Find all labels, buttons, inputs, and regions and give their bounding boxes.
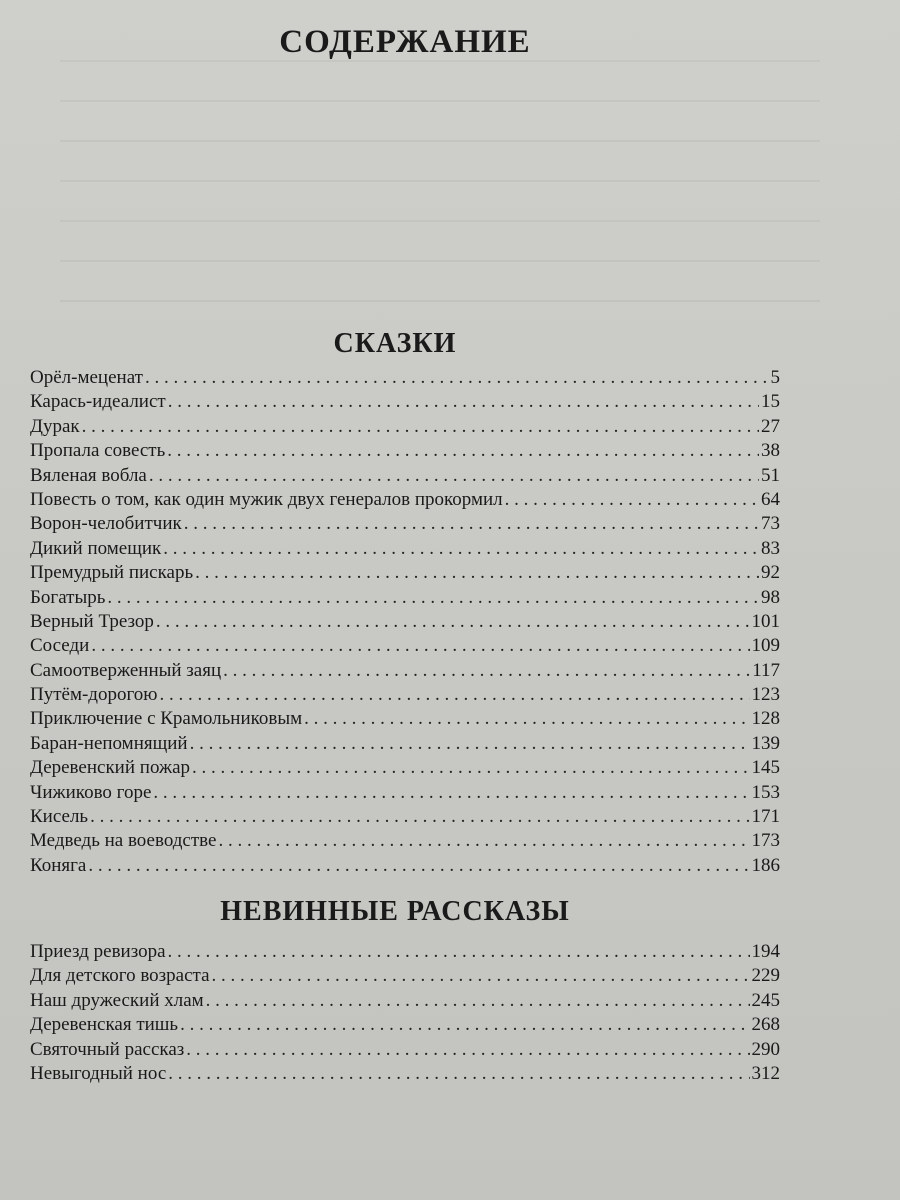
toc-entry-title: Деревенский пожар bbox=[30, 757, 191, 779]
toc-entry-title: Ворон-челобитчик bbox=[30, 513, 182, 535]
toc-entry bbox=[30, 415, 780, 439]
toc-entry-title: Премудрый пискарь bbox=[30, 562, 194, 584]
toc-dot-leader bbox=[192, 756, 749, 780]
toc-dot-leader bbox=[206, 989, 750, 1013]
toc-entry-title: Деревенская тишь bbox=[30, 1014, 179, 1036]
toc-entry bbox=[30, 659, 780, 683]
toc-entry bbox=[30, 390, 780, 414]
toc-dot-leader bbox=[149, 464, 759, 488]
toc-entry bbox=[30, 829, 780, 853]
toc-entry-page-number: 171 bbox=[751, 806, 780, 828]
toc-dot-leader bbox=[212, 964, 750, 988]
toc-entry-page-number: 92 bbox=[761, 562, 780, 584]
toc-entry-title: Путём-дорогою bbox=[30, 684, 158, 706]
toc-entry-page-number: 98 bbox=[761, 586, 780, 608]
toc-entry bbox=[30, 732, 780, 756]
toc-entry-title: Верный Трезор bbox=[30, 610, 154, 632]
toc-dot-leader bbox=[168, 390, 759, 414]
section-title-nevinnye-rasskazy: НЕВИННЫЕ РАССКАЗЫ bbox=[220, 896, 570, 927]
toc-entry bbox=[30, 805, 780, 829]
toc-dot-leader bbox=[186, 1038, 749, 1062]
toc-dot-leader bbox=[184, 512, 759, 536]
toc-dot-leader bbox=[180, 1013, 749, 1037]
toc-dot-leader bbox=[153, 781, 749, 805]
toc-entry-page-number: 117 bbox=[752, 659, 780, 681]
toc-dot-leader bbox=[91, 634, 749, 658]
toc-entry bbox=[30, 512, 780, 536]
toc-entry-page-number: 123 bbox=[751, 684, 780, 706]
toc-entry-title: Баран-непомнящий bbox=[30, 732, 188, 754]
section-title-skazki: СКАЗКИ bbox=[333, 328, 457, 359]
toc-entry-title: Приезд ревизора bbox=[30, 941, 166, 962]
toc-entry-page-number: 139 bbox=[751, 732, 780, 754]
toc-entry-title: Богатырь bbox=[30, 586, 106, 608]
toc-entry-title: Приключение с Крамольниковым bbox=[30, 708, 303, 730]
toc-entry-title: Вяленая вобла bbox=[30, 464, 147, 486]
toc-entry-page-number: 290 bbox=[751, 1038, 780, 1060]
toc-entry bbox=[30, 1062, 780, 1086]
toc-entry-page-number: 15 bbox=[761, 391, 780, 413]
toc-entry bbox=[30, 781, 780, 805]
toc-entry-title: Дурак bbox=[30, 415, 80, 437]
toc-dot-leader bbox=[218, 829, 749, 853]
toc-entry-page-number: 64 bbox=[761, 488, 780, 510]
toc-entry-title: Коняга bbox=[30, 854, 87, 876]
toc-entry bbox=[30, 683, 780, 707]
toc-entry-page-number: 51 bbox=[761, 464, 780, 486]
toc-entry bbox=[30, 989, 780, 1013]
toc-dot-leader bbox=[190, 732, 750, 756]
toc-entry bbox=[30, 707, 780, 731]
toc-entry bbox=[30, 561, 780, 585]
toc-entry-page-number: 153 bbox=[751, 781, 780, 803]
toc-dot-leader bbox=[156, 610, 750, 634]
toc-dot-leader bbox=[163, 537, 759, 561]
toc-entry-title: Кисель bbox=[30, 806, 89, 828]
toc-entry bbox=[30, 854, 780, 878]
toc-entry-title: Пропала совесть bbox=[30, 440, 166, 462]
toc-entry-page-number: 194 bbox=[751, 941, 780, 962]
toc-entry bbox=[30, 756, 780, 780]
toc-dot-leader bbox=[88, 854, 749, 878]
toc-dot-leader bbox=[304, 707, 749, 731]
toc-entry bbox=[30, 537, 780, 561]
toc-dot-leader bbox=[505, 488, 759, 512]
toc-entry-page-number: 5 bbox=[770, 367, 780, 388]
toc-entry bbox=[30, 488, 780, 512]
toc-entry-page-number: 186 bbox=[751, 854, 780, 876]
toc-entry bbox=[30, 1013, 780, 1037]
toc-list-nevinnye-rasskazy bbox=[30, 940, 780, 1086]
toc-entry-page-number: 27 bbox=[761, 415, 780, 437]
toc-entry bbox=[30, 366, 780, 390]
toc-entry bbox=[30, 610, 780, 634]
toc-dot-leader bbox=[160, 683, 750, 707]
toc-entry-title: Для детского возраста bbox=[30, 965, 210, 987]
toc-entry-title: Повесть о том, как один мужик двух генералов прокормил bbox=[30, 488, 503, 510]
toc-dot-leader bbox=[223, 659, 750, 683]
toc-dot-leader bbox=[195, 561, 759, 585]
toc-entry bbox=[30, 634, 780, 658]
toc-entry-page-number: 83 bbox=[761, 537, 780, 559]
toc-dot-leader bbox=[107, 586, 759, 610]
toc-entry-title: Карась-идеалист bbox=[30, 391, 166, 413]
toc-entry-title: Святочный рассказ bbox=[30, 1038, 185, 1060]
toc-entry bbox=[30, 464, 780, 488]
toc-dot-leader bbox=[145, 366, 769, 390]
toc-entry-title: Чижиково горе bbox=[30, 781, 152, 803]
toc-dot-leader bbox=[167, 439, 759, 463]
toc-entry-page-number: 229 bbox=[751, 965, 780, 987]
toc-entry bbox=[30, 586, 780, 610]
toc-entry-page-number: 145 bbox=[751, 757, 780, 779]
toc-entry-title: Медведь на воеводстве bbox=[30, 830, 217, 852]
toc-entry bbox=[30, 964, 780, 988]
toc-entry bbox=[30, 940, 780, 964]
toc-entry-title: Самоотверженный заяц bbox=[30, 659, 222, 681]
toc-entry-page-number: 73 bbox=[761, 513, 780, 535]
toc-entry-title: Орёл-меценат bbox=[30, 367, 143, 388]
toc-entry-title: Невыгодный нос bbox=[30, 1062, 167, 1084]
toc-dot-leader bbox=[90, 805, 749, 829]
toc-entry-page-number: 245 bbox=[751, 989, 780, 1011]
toc-dot-leader bbox=[82, 415, 759, 439]
toc-dot-leader bbox=[168, 940, 750, 964]
toc-entry-page-number: 38 bbox=[761, 440, 780, 462]
toc-entry-title: Соседи bbox=[30, 635, 90, 657]
toc-dot-leader bbox=[168, 1062, 749, 1086]
toc-entry-page-number: 128 bbox=[751, 708, 780, 730]
toc-list-skazki bbox=[30, 366, 780, 878]
toc-entry-page-number: 109 bbox=[751, 635, 780, 657]
toc-entry-page-number: 101 bbox=[751, 610, 780, 632]
toc-entry bbox=[30, 439, 780, 463]
page-title: СОДЕРЖАНИЕ bbox=[279, 24, 531, 60]
toc-entry-page-number: 173 bbox=[751, 830, 780, 852]
toc-entry-page-number: 312 bbox=[751, 1062, 780, 1084]
toc-entry-page-number: 268 bbox=[751, 1014, 780, 1036]
toc-entry bbox=[30, 1038, 780, 1062]
toc-entry-title: Наш дружеский хлам bbox=[30, 989, 204, 1011]
toc-entry-title: Дикий помещик bbox=[30, 537, 162, 559]
